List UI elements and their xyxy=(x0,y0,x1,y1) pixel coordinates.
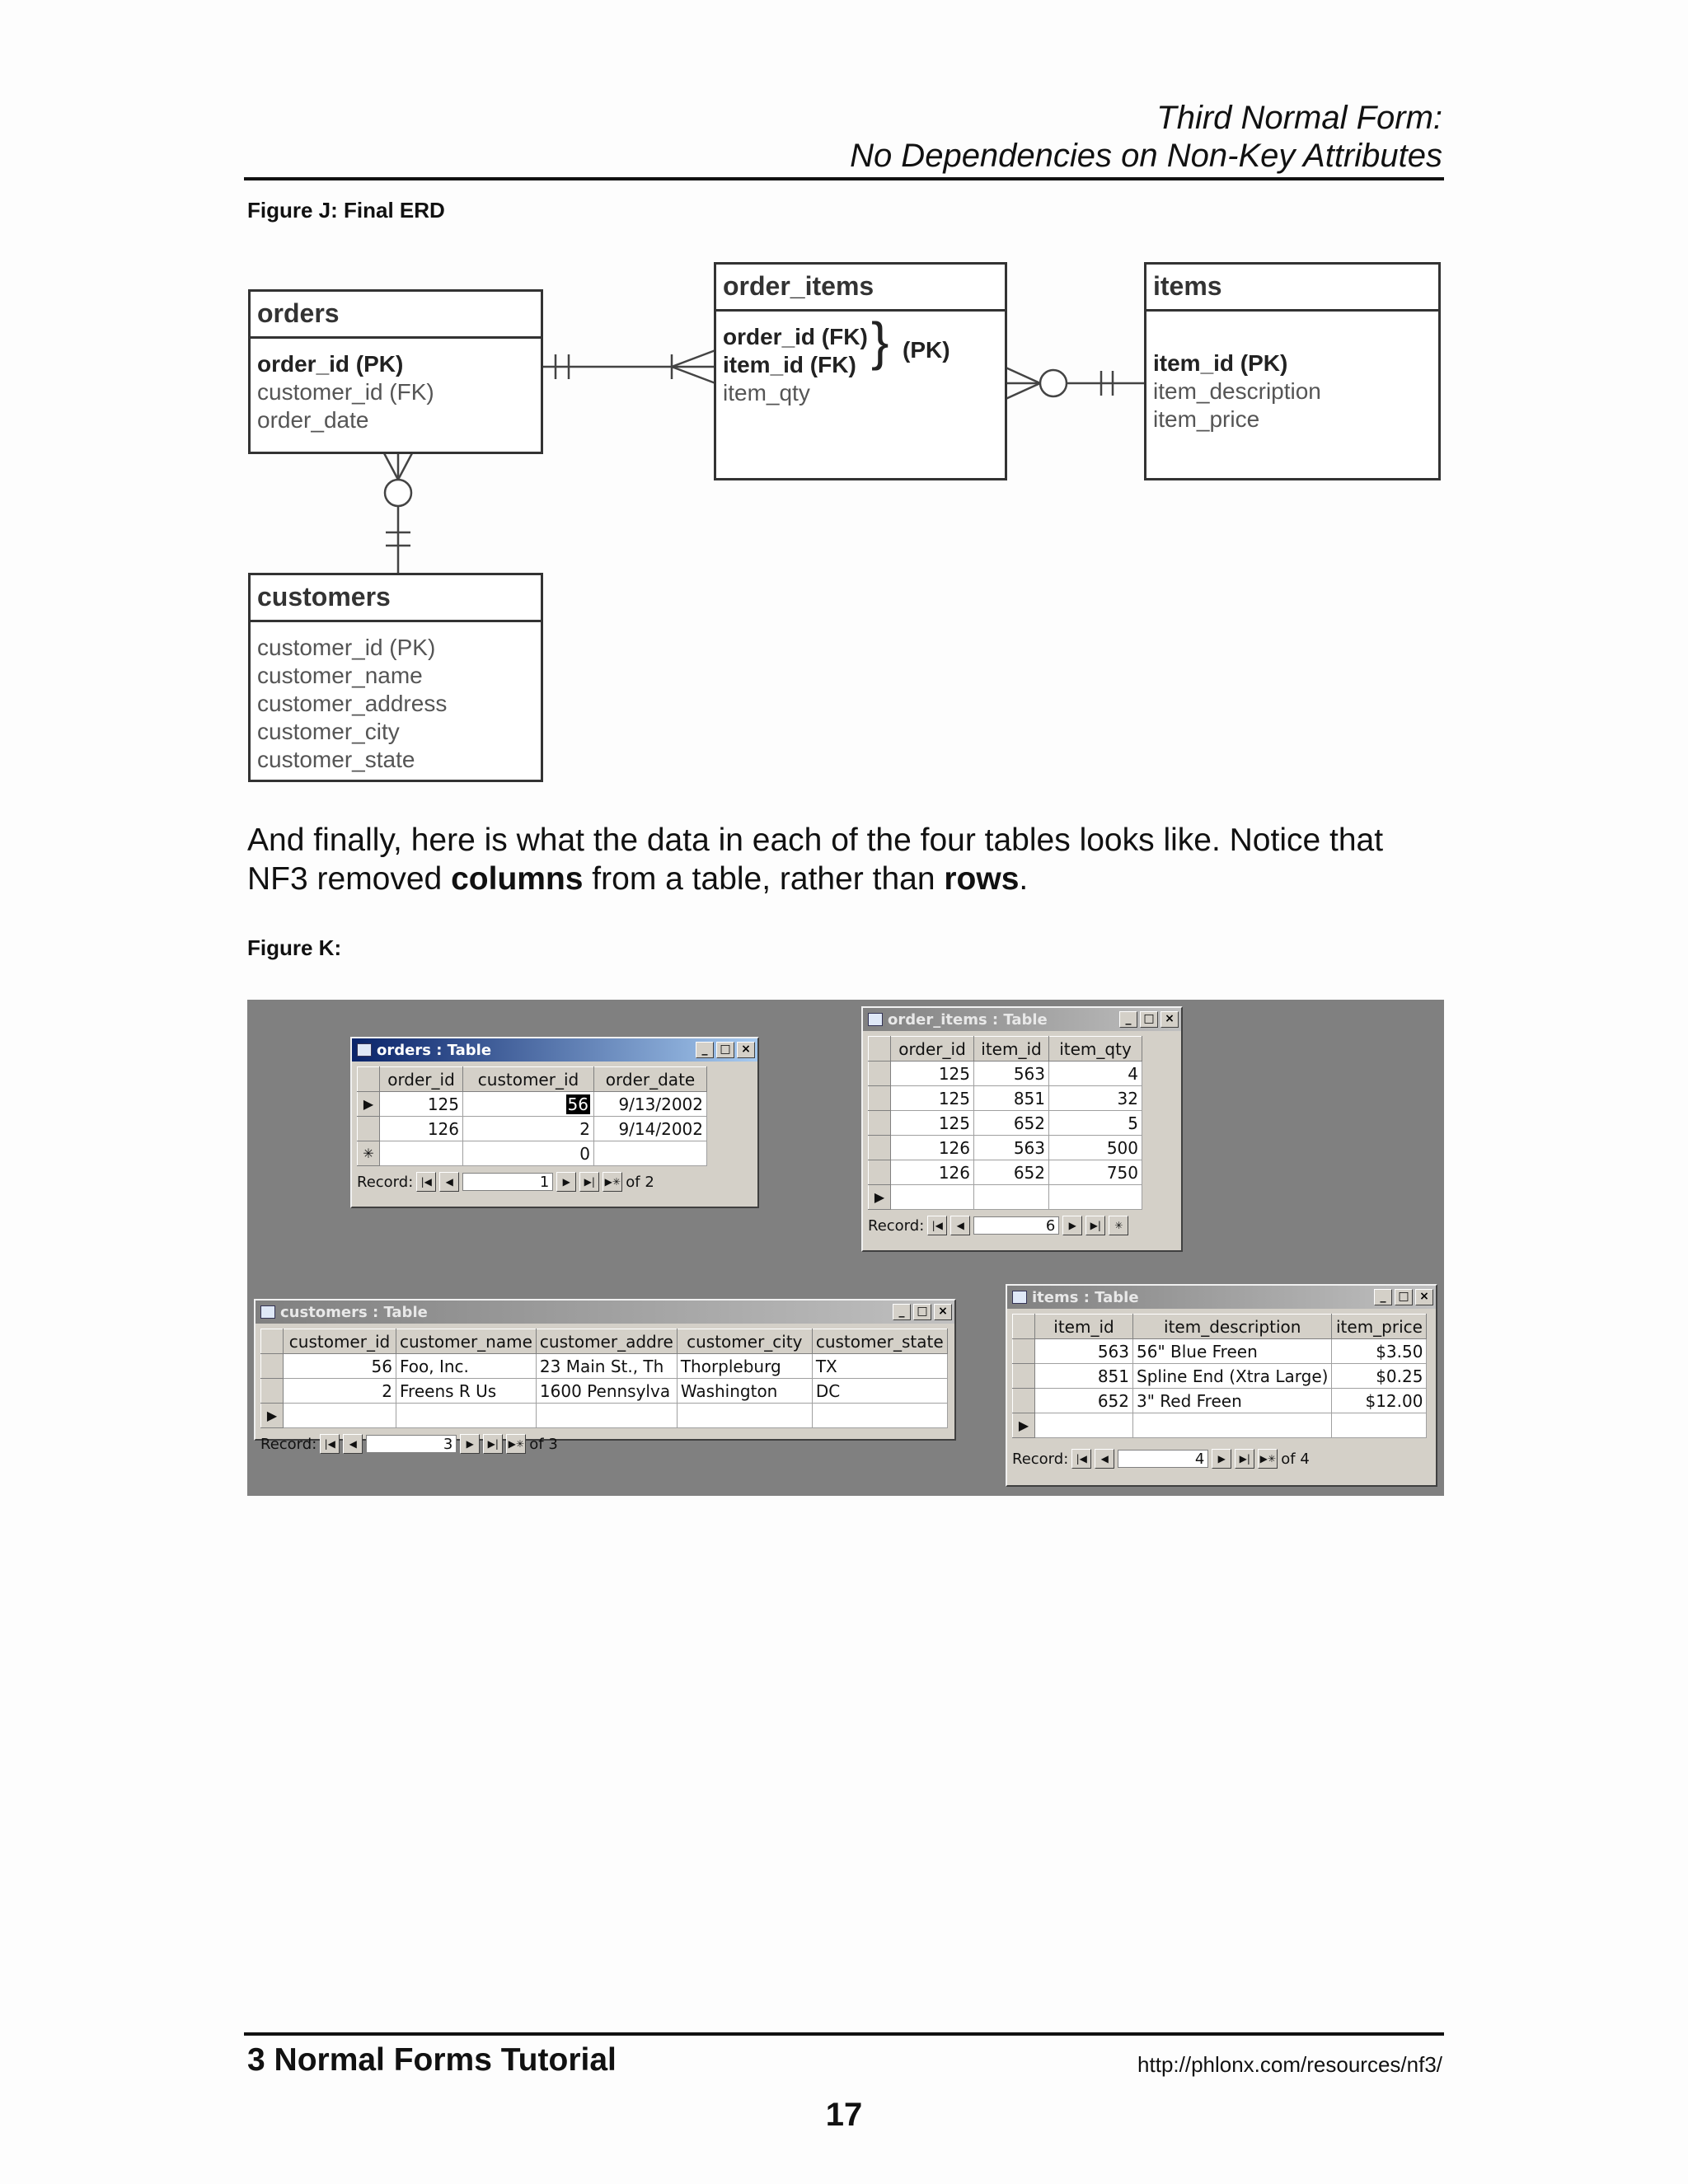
entity-items-name: items xyxy=(1146,265,1438,312)
row-selector[interactable] xyxy=(261,1379,284,1404)
last-record-icon[interactable]: ▶| xyxy=(1235,1449,1254,1469)
last-record-icon[interactable]: ▶| xyxy=(483,1434,503,1454)
current-record-icon[interactable]: ▶ xyxy=(261,1404,284,1428)
customers-table-window xyxy=(254,1299,956,1453)
table-cell[interactable]: $0.25 xyxy=(1332,1364,1427,1389)
minimize-icon[interactable]: _ xyxy=(1374,1289,1392,1305)
new-record-row[interactable] xyxy=(869,1185,1142,1210)
record-number-input[interactable]: 3 xyxy=(366,1435,457,1453)
table-row[interactable] xyxy=(869,1086,1142,1111)
table-cell[interactable] xyxy=(677,1404,812,1428)
table-cell[interactable]: 9/13/2002 xyxy=(594,1092,707,1117)
table-row[interactable] xyxy=(869,1160,1142,1185)
next-record-icon[interactable]: ▶ xyxy=(460,1434,480,1454)
items-grid xyxy=(1012,1314,1427,1438)
column-header[interactable]: customer_addre xyxy=(536,1329,677,1354)
orders-title-bar[interactable] xyxy=(352,1038,757,1062)
record-navigator xyxy=(260,1432,950,1456)
table-cell[interactable]: 126 xyxy=(891,1160,974,1185)
record-number-input[interactable]: 6 xyxy=(973,1216,1059,1235)
table-cell[interactable]: 851 xyxy=(974,1086,1049,1111)
table-cell[interactable]: 652 xyxy=(974,1111,1049,1136)
prev-record-icon[interactable]: ◀ xyxy=(950,1216,970,1235)
table-cell[interactable]: 32 xyxy=(1049,1086,1142,1111)
order-items-window-title: order_items : Table xyxy=(888,1010,1048,1029)
table-cell[interactable] xyxy=(1035,1413,1133,1438)
table-cell[interactable] xyxy=(1049,1185,1142,1210)
table-cell[interactable]: 125 xyxy=(891,1062,974,1086)
table-cell[interactable] xyxy=(594,1141,707,1166)
row-selector[interactable] xyxy=(869,1037,891,1062)
order-items-table-window xyxy=(861,1006,1183,1252)
paragraph-bold-columns: columns xyxy=(451,861,584,897)
new-record-nav-icon[interactable]: ✳ xyxy=(1109,1216,1128,1235)
column-header[interactable]: customer_state xyxy=(812,1329,947,1354)
new-record-row[interactable] xyxy=(261,1404,948,1428)
table-cell[interactable]: $12.00 xyxy=(1332,1389,1427,1413)
row-selector[interactable] xyxy=(869,1160,891,1185)
table-cell[interactable]: Freens R Us xyxy=(396,1379,537,1404)
header-title-line1: Third Normal Form: xyxy=(1156,100,1442,136)
entity-customers xyxy=(248,573,543,782)
entity-orders xyxy=(248,289,543,454)
entity-orders-attr: order_id (PK) xyxy=(257,351,404,377)
table-cell[interactable]: 125 xyxy=(380,1092,463,1117)
table-icon xyxy=(260,1305,275,1319)
column-header[interactable]: item_description xyxy=(1133,1315,1332,1339)
paragraph-text: . xyxy=(1019,861,1029,897)
table-cell[interactable]: 652 xyxy=(974,1160,1049,1185)
table-cell[interactable]: 126 xyxy=(891,1136,974,1160)
record-count: of 3 xyxy=(529,1435,558,1453)
column-header[interactable]: order_date xyxy=(594,1067,707,1092)
column-header[interactable]: order_id xyxy=(380,1067,463,1092)
current-record-icon[interactable]: ▶ xyxy=(869,1185,891,1210)
minimize-icon[interactable]: _ xyxy=(696,1042,714,1058)
record-count: of 4 xyxy=(1281,1450,1310,1468)
table-cell[interactable]: 2 xyxy=(463,1117,594,1141)
first-record-icon[interactable]: |◀ xyxy=(927,1216,947,1235)
row-selector[interactable] xyxy=(1013,1339,1035,1364)
new-record-nav-icon[interactable]: ▶✳ xyxy=(506,1434,526,1454)
table-cell[interactable]: 2 xyxy=(284,1379,396,1404)
customers-window-title: customers : Table xyxy=(280,1303,428,1321)
row-selector[interactable] xyxy=(261,1329,284,1354)
row-selector[interactable] xyxy=(869,1111,891,1136)
entity-order-items-attr: order_id (FK) xyxy=(723,324,868,349)
column-header[interactable]: customer_id xyxy=(463,1067,594,1092)
close-icon[interactable]: × xyxy=(934,1304,952,1320)
column-header[interactable]: customer_id xyxy=(284,1329,396,1354)
orders-window-title: orders : Table xyxy=(377,1041,492,1059)
last-record-icon[interactable]: ▶| xyxy=(1085,1216,1105,1235)
first-record-icon[interactable]: |◀ xyxy=(320,1434,340,1454)
column-header[interactable]: item_id xyxy=(974,1037,1049,1062)
paragraph-bold-rows: rows xyxy=(944,861,1020,897)
row-selector[interactable] xyxy=(358,1117,380,1141)
first-record-icon[interactable]: |◀ xyxy=(416,1172,436,1192)
table-row[interactable] xyxy=(261,1354,948,1379)
new-record-row[interactable] xyxy=(358,1141,707,1166)
entity-customers-name: customers xyxy=(251,575,541,622)
figure-j-label: Figure J: Final ERD xyxy=(247,198,445,223)
row-selector[interactable] xyxy=(358,1067,380,1092)
record-number-input[interactable]: 1 xyxy=(462,1173,553,1191)
table-cell[interactable] xyxy=(396,1404,537,1428)
paragraph-text: And finally, here is what the data in each of the four tables looks like. Notice that NF3 removed xyxy=(247,823,1384,897)
entity-orders-attr: customer_id (FK) xyxy=(257,379,434,405)
column-header[interactable]: item_qty xyxy=(1049,1037,1142,1062)
table-cell[interactable]: Thorpleburg xyxy=(677,1354,812,1379)
new-record-nav-icon[interactable]: ▶✳ xyxy=(603,1172,622,1192)
body-paragraph xyxy=(247,821,1451,898)
column-header[interactable]: order_id xyxy=(891,1037,974,1062)
table-icon xyxy=(357,1043,372,1057)
entity-items xyxy=(1144,262,1441,480)
customers-grid xyxy=(260,1329,948,1428)
table-cell[interactable]: 4 xyxy=(1049,1062,1142,1086)
record-navigator xyxy=(357,1169,753,1194)
record-navigator xyxy=(1012,1446,1431,1471)
selected-cell-text: 56 xyxy=(567,1094,588,1114)
items-window-title: items : Table xyxy=(1032,1288,1139,1306)
table-row[interactable] xyxy=(1013,1339,1427,1364)
table-cell[interactable]: DC xyxy=(812,1379,947,1404)
table-cell[interactable]: 3" Red Freen xyxy=(1133,1389,1332,1413)
row-selector[interactable] xyxy=(1013,1389,1035,1413)
table-cell[interactable]: TX xyxy=(812,1354,947,1379)
table-cell[interactable]: 500 xyxy=(1049,1136,1142,1160)
table-icon xyxy=(1012,1291,1027,1304)
page-number: 17 xyxy=(825,2097,863,2133)
record-number-input[interactable]: 4 xyxy=(1118,1450,1208,1468)
prev-record-icon[interactable]: ◀ xyxy=(439,1172,459,1192)
entity-customers-attr: customer_id (PK) xyxy=(257,635,436,660)
table-cell[interactable] xyxy=(974,1185,1049,1210)
pk-brace-icon: } xyxy=(871,312,889,371)
row-selector[interactable] xyxy=(261,1354,284,1379)
table-cell[interactable]: 563 xyxy=(1035,1339,1133,1364)
table-cell[interactable] xyxy=(284,1404,396,1428)
footer-url-link[interactable]: http://phlonx.com/resources/nf3/ xyxy=(1137,2052,1442,2077)
entity-customers-attr: customer_name xyxy=(257,663,423,688)
first-record-icon[interactable]: |◀ xyxy=(1071,1449,1091,1469)
table-cell[interactable]: 1600 Pennsylva xyxy=(536,1379,677,1404)
table-row[interactable] xyxy=(869,1136,1142,1160)
close-icon[interactable]: × xyxy=(1160,1011,1179,1028)
next-record-icon[interactable]: ▶ xyxy=(1212,1449,1231,1469)
entity-order-items-attr: item_id (FK) xyxy=(723,352,856,377)
table-cell[interactable]: 126 xyxy=(380,1117,463,1141)
entity-orders-name: orders xyxy=(251,292,541,339)
record-label: Record: xyxy=(1012,1450,1069,1468)
table-cell[interactable]: Spline End (Xtra Large) xyxy=(1133,1364,1332,1389)
record-count: of 2 xyxy=(626,1173,654,1191)
table-cell[interactable] xyxy=(463,1092,594,1117)
table-cell[interactable]: 125 xyxy=(891,1086,974,1111)
table-cell[interactable] xyxy=(536,1404,677,1428)
table-row[interactable] xyxy=(1013,1364,1427,1389)
table-cell[interactable] xyxy=(891,1185,974,1210)
table-cell[interactable]: 0 xyxy=(463,1141,594,1166)
record-label: Record: xyxy=(868,1216,925,1235)
entity-customers-attr: customer_address xyxy=(257,691,448,716)
table-cell[interactable] xyxy=(1133,1413,1332,1438)
new-record-nav-icon[interactable]: ▶✳ xyxy=(1258,1449,1278,1469)
column-header[interactable]: item_id xyxy=(1035,1315,1133,1339)
record-label: Record: xyxy=(357,1173,414,1191)
row-selector[interactable] xyxy=(869,1086,891,1111)
orders-table-window xyxy=(350,1037,759,1208)
entity-customers-attr: customer_state xyxy=(257,747,415,772)
order-items-title-bar[interactable] xyxy=(863,1008,1181,1031)
record-navigator xyxy=(868,1213,1176,1238)
table-cell[interactable] xyxy=(1332,1413,1427,1438)
items-table-window xyxy=(1006,1284,1437,1487)
table-row[interactable] xyxy=(869,1062,1142,1086)
table-cell[interactable]: 56" Blue Freen xyxy=(1133,1339,1332,1364)
entity-items-attr: item_price xyxy=(1153,406,1260,432)
table-cell[interactable]: 563 xyxy=(974,1062,1049,1086)
record-label: Record: xyxy=(260,1435,317,1453)
row-selector[interactable] xyxy=(869,1136,891,1160)
table-row[interactable] xyxy=(869,1111,1142,1136)
items-title-bar[interactable] xyxy=(1007,1286,1436,1309)
next-record-icon[interactable]: ▶ xyxy=(1062,1216,1082,1235)
entity-order-items xyxy=(714,262,1007,480)
footer-title: 3 Normal Forms Tutorial xyxy=(247,2042,617,2078)
table-cell[interactable]: 5 xyxy=(1049,1111,1142,1136)
table-cell[interactable]: $3.50 xyxy=(1332,1339,1427,1364)
new-record-row[interactable] xyxy=(1013,1413,1427,1438)
table-cell[interactable]: 750 xyxy=(1049,1160,1142,1185)
figure-k-label: Figure K: xyxy=(247,935,342,960)
customers-title-bar[interactable] xyxy=(256,1301,954,1324)
row-selector[interactable] xyxy=(1013,1315,1035,1339)
composite-pk-label: (PK) xyxy=(903,337,950,363)
column-header[interactable]: item_price xyxy=(1332,1315,1427,1339)
table-row[interactable] xyxy=(358,1092,707,1117)
entity-customers-attr: customer_city xyxy=(257,719,400,744)
header-title-line2: No Dependencies on Non-Key Attributes xyxy=(850,138,1442,174)
table-cell[interactable]: 563 xyxy=(974,1136,1049,1160)
orders-grid xyxy=(357,1066,707,1166)
order-items-grid xyxy=(868,1036,1142,1210)
table-cell[interactable]: 125 xyxy=(891,1111,974,1136)
maximize-icon[interactable]: □ xyxy=(716,1042,734,1058)
entity-items-attr: item_id (PK) xyxy=(1153,350,1288,376)
table-row[interactable] xyxy=(1013,1389,1427,1413)
table-cell[interactable]: 56 xyxy=(284,1354,396,1379)
table-icon xyxy=(868,1013,883,1026)
table-cell[interactable]: Foo, Inc. xyxy=(396,1354,537,1379)
table-cell[interactable]: 851 xyxy=(1035,1364,1133,1389)
prev-record-icon[interactable]: ◀ xyxy=(1095,1449,1114,1469)
minimize-icon[interactable]: _ xyxy=(893,1304,911,1320)
entity-orders-attr: order_date xyxy=(257,407,369,433)
entity-order-items-attr: item_qty xyxy=(723,380,810,405)
maximize-icon[interactable]: □ xyxy=(1395,1289,1413,1305)
last-record-icon[interactable]: ▶| xyxy=(579,1172,599,1192)
table-cell[interactable]: 9/14/2002 xyxy=(594,1117,707,1141)
minimize-icon[interactable]: _ xyxy=(1119,1011,1137,1028)
access-screenshot xyxy=(247,1000,1444,1496)
row-selector[interactable] xyxy=(869,1062,891,1086)
current-record-icon[interactable]: ▶ xyxy=(1013,1413,1035,1438)
entity-items-attr: item_description xyxy=(1153,378,1321,404)
prev-record-icon[interactable]: ◀ xyxy=(343,1434,363,1454)
paragraph-text: from a table, rather than xyxy=(583,861,945,897)
table-cell[interactable] xyxy=(380,1141,463,1166)
close-icon[interactable]: × xyxy=(737,1042,755,1058)
close-icon[interactable]: × xyxy=(1415,1289,1433,1305)
current-record-icon[interactable]: ▶ xyxy=(358,1092,380,1117)
row-selector[interactable] xyxy=(1013,1364,1035,1389)
next-record-icon[interactable]: ▶ xyxy=(556,1172,576,1192)
footer-rule xyxy=(244,2032,1444,2036)
maximize-icon[interactable]: □ xyxy=(1140,1011,1158,1028)
table-cell[interactable]: Washington xyxy=(677,1379,812,1404)
column-header[interactable]: customer_city xyxy=(677,1329,812,1354)
table-cell[interactable] xyxy=(812,1404,947,1428)
maximize-icon[interactable]: □ xyxy=(913,1304,931,1320)
table-row[interactable] xyxy=(261,1379,948,1404)
table-row[interactable] xyxy=(358,1117,707,1141)
table-cell[interactable]: 652 xyxy=(1035,1389,1133,1413)
entity-order-items-name: order_items xyxy=(716,265,1005,312)
table-cell[interactable]: 23 Main St., Th xyxy=(536,1354,677,1379)
column-header[interactable]: customer_name xyxy=(396,1329,537,1354)
new-record-icon[interactable]: ✳ xyxy=(358,1141,380,1166)
